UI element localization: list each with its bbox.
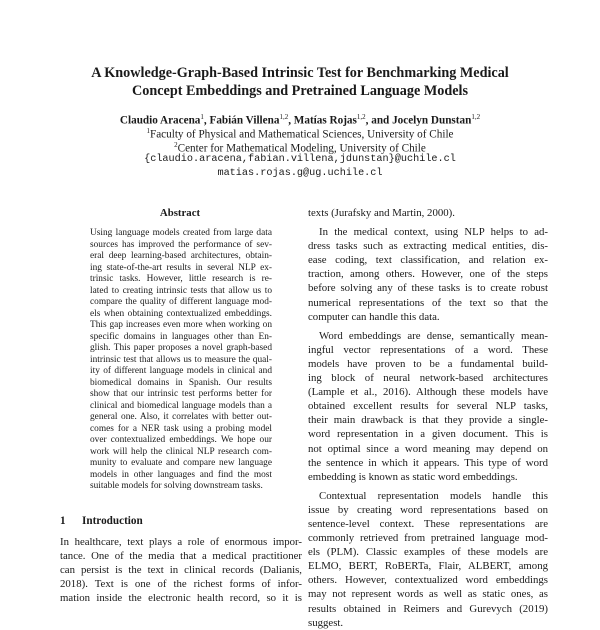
introduction-body: [60, 536, 302, 606]
author-email[interactable]: {claudio.aracena,fabian.villena,jdunstan}@uchile.cl: [144, 154, 456, 165]
text-line: their main drawback is that they provide a single-: [308, 414, 548, 427]
text-line: ease coding, text classification, and relation ex-: [308, 254, 548, 267]
section-number: 1: [60, 515, 66, 527]
affiliation-mark: 1: [146, 127, 150, 135]
text-line: issue by creating word representations based on: [308, 503, 548, 516]
text-line: the sentence in which it appears. This type of word: [308, 456, 548, 469]
text-line: results obtained in Reimers and Gurevych (2019): [308, 602, 548, 615]
text-line: models have proven to be a fundamental build-: [308, 357, 548, 370]
text-line: glish. This paper proposes a novel graph-based: [90, 343, 272, 353]
paragraph: [308, 206, 548, 220]
text-line: word representation in a given document. This is: [308, 428, 548, 441]
text-line: ing block of neural network-based architectures: [308, 372, 548, 385]
affiliation-mark: 2: [174, 141, 178, 149]
text-line: not optimal since a word meaning may depend on: [308, 442, 548, 455]
text-line: ingful vector representations of a word. These: [308, 343, 548, 356]
text-line: comes for a NER task using a probing model: [90, 423, 272, 434]
affiliation-text: Faculty of Physical and Mathematical Sciences, University of Chile: [149, 128, 454, 141]
text-line: munity to evaluate and compare new language: [90, 458, 272, 468]
text-line: Contextual representation models handle this: [319, 489, 548, 502]
text-line: sources has improved the performance of sev-: [90, 239, 272, 250]
author-affil-mark: 1,2: [471, 113, 481, 121]
author-email[interactable]: matias.rojas.g@ug.uchile.cl: [217, 168, 383, 179]
text-line: before solving any of these tasks is to create robust: [308, 282, 548, 295]
paragraph: [308, 329, 548, 484]
text-line: ing state-of-the-art results in several NLP ex-: [90, 262, 272, 273]
author-name: Jocelyn Dunstan: [392, 114, 472, 127]
abstract-heading: Abstract: [159, 207, 201, 219]
paragraph: [308, 225, 548, 324]
author-name: Claudio Aracena: [119, 114, 201, 127]
text-line: embedding is known as static word embeddings.: [308, 470, 518, 483]
text-line: In healthcare, text plays a role of enormous impor-: [60, 536, 302, 548]
text-line: 2018). Text is one of the richest forms of infor-: [60, 577, 302, 590]
text-line: general one. Also, it correlates with better out-: [90, 412, 272, 422]
text-line: obtained excellent results for several NLP tasks,: [308, 400, 548, 413]
text-line: others. However, contextualized word embeddings: [308, 574, 548, 587]
text-line: models in other languages and find the most: [90, 469, 272, 480]
text-line: can persist is the text in clinical records (Dalianis,: [60, 563, 302, 576]
text-line: clinical and biomedical language models than a: [90, 400, 272, 411]
text-line: els when obtaining contextualized embeddings.: [90, 308, 272, 319]
text-line: tance. One of the media that a medical practitioner: [60, 549, 302, 562]
text-line: ELMO, BERT, RoBERTa, Flair, ALBERT, among: [308, 560, 548, 573]
right-column: [308, 206, 548, 630]
text-line: specific domains in languages other than En-: [90, 331, 272, 342]
text-line: (Lample et al., 2016). Although these models have: [308, 386, 548, 399]
title-line: A Knowledge-Graph-Based Intrinsic Test for Benchmarking Medical: [91, 65, 509, 81]
text-line: compare the quality of different language mod-: [90, 297, 272, 307]
section-heading: [60, 515, 143, 527]
text-line: intrinsic test that allows us to measure the qual-: [90, 354, 272, 365]
text-line: computer can handle this data.: [308, 310, 440, 323]
text-line: In the medical context, using NLP helps to ad-: [319, 226, 548, 239]
text-line: numerical representations of the text so that the: [308, 296, 548, 309]
text-line: may not represent words as well as static ones, as: [308, 588, 548, 601]
text-line: traction, among others. However, one of the steps: [308, 268, 548, 281]
text-line: mation inside the electronic health record, so it is: [60, 591, 302, 604]
section-title: Introduction: [82, 515, 143, 527]
paragraph: [308, 489, 548, 630]
paper-title: [40, 64, 560, 100]
text-line: work will help the clinical NLP research com-: [90, 446, 272, 457]
author-affil-mark: 1,2: [279, 113, 289, 121]
author-separator: ,: [288, 114, 294, 127]
author-affil-mark: 1,2: [356, 113, 366, 121]
text-line: texts (Jurafsky and Martin, 2000).: [308, 207, 455, 219]
author-name: Matías Rojas: [293, 114, 357, 127]
author-separator: ,: [203, 114, 210, 127]
abstract-body: [90, 228, 272, 493]
text-line: eral deep learning-based architectures, obtain-: [90, 251, 272, 261]
text-line: show that our intrinsic test performs better for: [90, 389, 272, 399]
text-line: commonly retrieved from pretrained language mod-: [308, 532, 548, 545]
text-line: over contextualized embeddings. We hope our: [90, 435, 272, 445]
author-affil-mark: 1: [200, 113, 204, 121]
text-line: suitable models for solving downstream tasks.: [90, 481, 263, 491]
text-line: Using language models created from large data: [90, 228, 272, 238]
text-line: Word embeddings are dense, semantically mean-: [319, 329, 548, 342]
title-line: Concept Embeddings and Pretrained Language Models: [132, 83, 468, 99]
text-line: trinsic tasks. However, little research is re-: [90, 274, 272, 284]
text-line: dress tasks such as extracting medical entities, dis-: [308, 240, 548, 253]
text-line: biomedical domains in Spanish. Our results: [90, 377, 272, 388]
affiliation-text: Center for Mathematical Modeling, University of Chile: [177, 142, 426, 155]
author-name: Fabián Villena: [209, 114, 280, 127]
text-line: sentence-level context. These representations are: [308, 517, 548, 530]
text-line: This gap increases even more when working on: [90, 320, 272, 330]
text-line: suggest.: [308, 616, 344, 629]
author-separator: , and: [365, 114, 393, 127]
text-line: lated to creating intrinsic tests that allow us to: [90, 285, 272, 296]
text-line: els (PLM). Classic examples of these models are: [308, 546, 548, 559]
text-line: ity of different language models in clinical and: [90, 366, 272, 376]
